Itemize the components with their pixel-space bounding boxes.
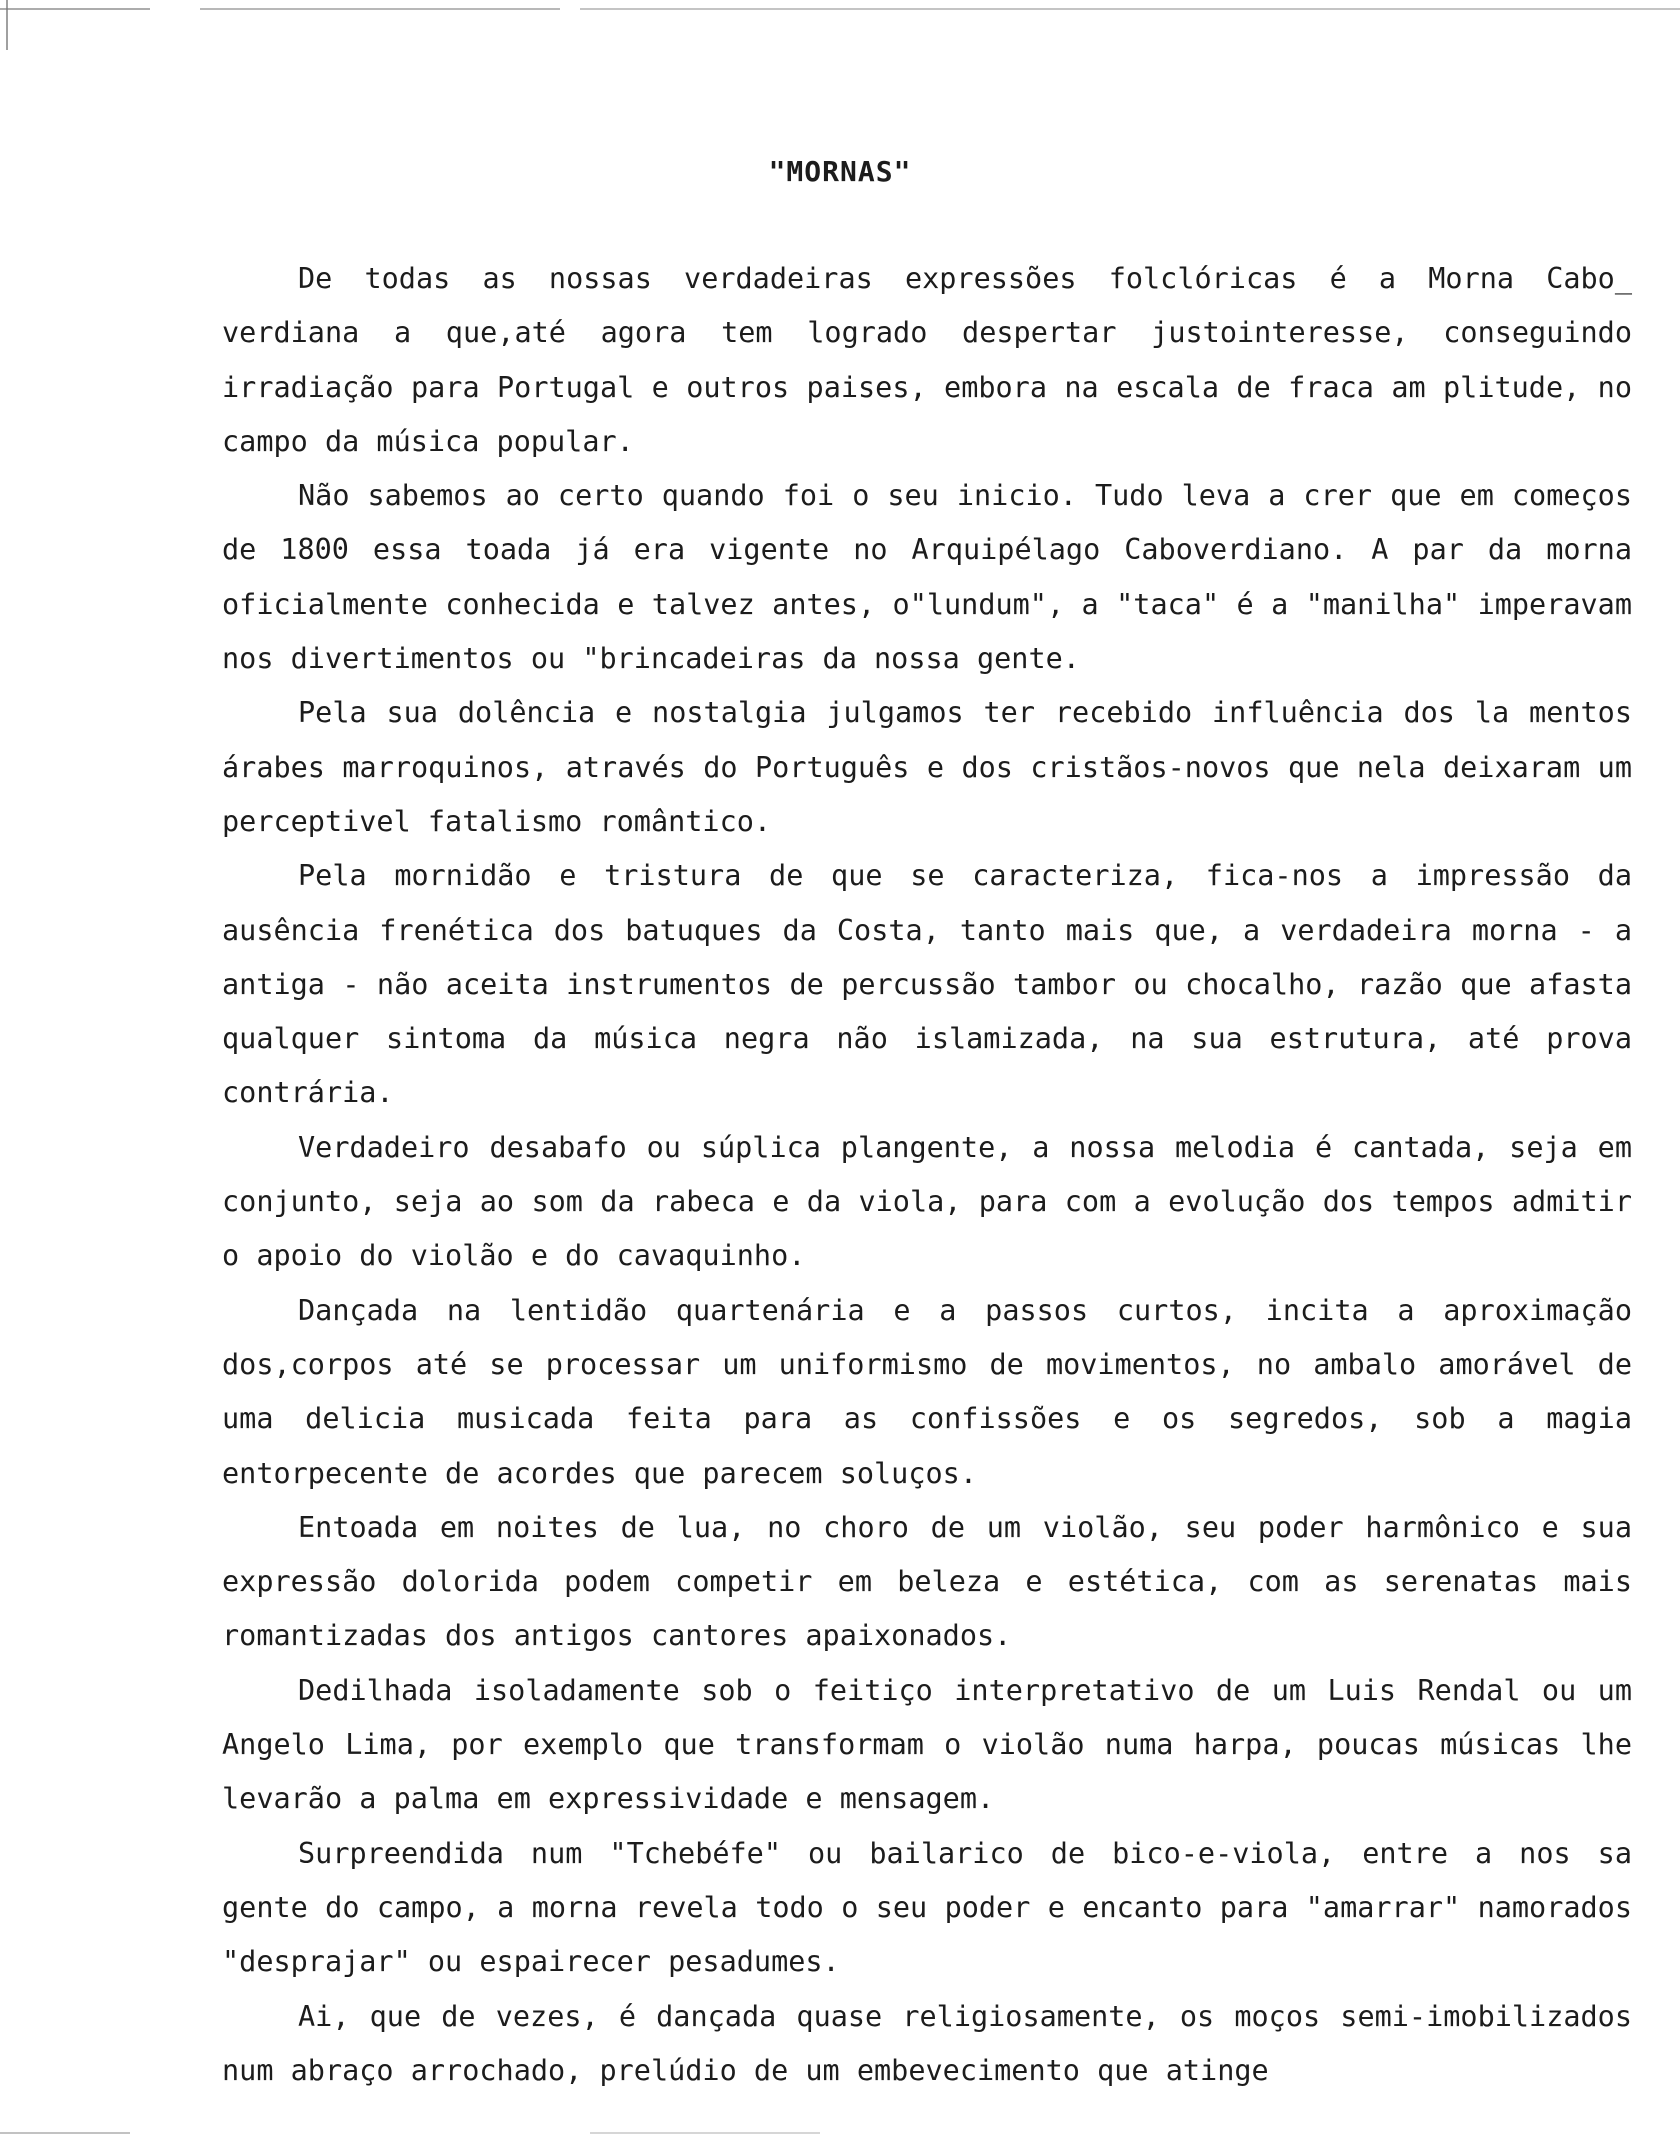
document-body — [222, 252, 1632, 2098]
scan-edge-left — [6, 0, 8, 50]
paragraph-7: Entoada em noites de lua, no choro de um violão, seu poder harmônico e sua expressão dolorida podem competir em beleza e estética, com as serenatas mais romantizadas dos antigos cantores apaixonados. — [222, 1510, 1632, 1653]
page-title: "MORNAS" — [768, 155, 912, 188]
paragraph-5: Verdadeiro desabafo ou súplica plangente, a nossa melodia é cantada, seja em conjunto, seja ao som da rabeca e da viola, para com a evolução dos tempos admitir o apoio do violão e do cavaquinho. — [222, 1130, 1632, 1273]
paragraph-8: Dedilhada isoladamente sob o feitiço interpretativo de um Luis Rendal ou um Angelo Lima, por exemplo que transformam o violão numa harpa, poucas músicas lhe levarão a palma em expressividade e mensagem. — [222, 1673, 1632, 1816]
paragraph-4: Pela mornidão e tristura de que se caracteriza, fica-nos a impressão da ausência frenética dos batuques da Costa, tanto mais que, a verdadeira morna - a antiga - não aceita instrumentos de percussão tambor ou chocalho, razão que afasta qualquer sintoma da música negra não islamizada, na sua estrutura, até prova contrária. — [222, 859, 1632, 1110]
paragraph-2: Não sabemos ao certo quando foi o seu inicio. Tudo leva a crer que em começos de 1800 essa toada já era vigente no Arquipélago Caboverdiano. A par da morna oficialmente conhecida e talvez antes, o"lundum", a "taca" é a "manilha" imperavam nos divertimentos ou "brincadeiras da nossa gente. — [222, 479, 1632, 676]
scan-edge-top — [0, 8, 1680, 10]
paragraph-3: Pela sua dolência e nostalgia julgamos ter recebido influência dos la mentos árabes marroquinos, através do Português e dos cristãos-novos que nela deixaram um perceptivel fatalismo romântico. — [222, 696, 1632, 838]
paragraph-6: Dançada na lentidão quartenária e a passos curtos, incita a aproximação dos,corpos até se processar um uniformismo de movimentos, no ambalo amorável de uma delicia musicada feita para as confissões e os segredos, sob a magia entorpecente de acordes que parecem soluços. — [222, 1293, 1632, 1490]
paragraph-10: Ai, que de vezes, é dançada quase religiosamente, os moços semi-imobilizados num abraço arrochado, prelúdio de um embevecimento que atinge — [222, 1999, 1632, 2087]
paragraph-1: De todas as nossas verdadeiras expressões folclóricas é a Morna Cabo_ verdiana a que,até agora tem logrado despertar justointeresse, conseguindo irradiação para Portugal e outros paises, embora na escala de fraca am plitude, no campo da música popular. — [222, 262, 1632, 458]
scan-edge-bottom — [0, 2132, 1680, 2134]
paragraph-9: Surpreendida num "Tchebéfe" ou bailarico de bico-e-viola, entre a nos sa gente do campo, a morna revela todo o seu poder e encanto para "amarrar" namorados "desprajar" ou espairecer pesadumes. — [222, 1836, 1632, 1979]
